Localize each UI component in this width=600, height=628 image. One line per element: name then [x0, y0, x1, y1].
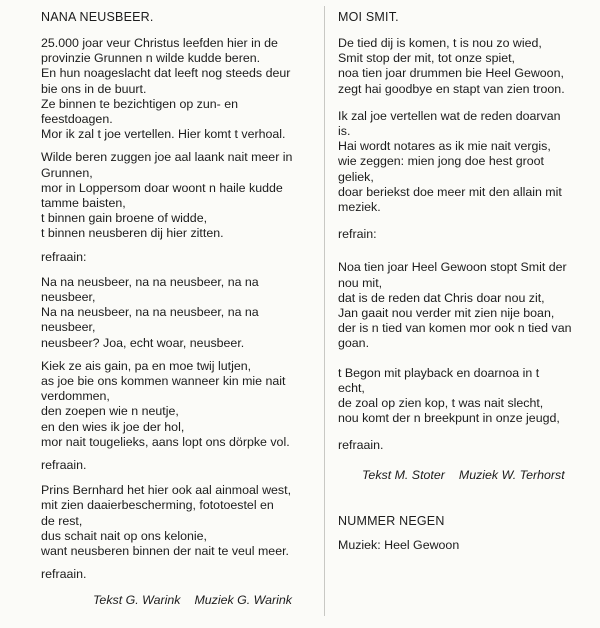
lyric-line: nou mit, — [338, 275, 383, 290]
lyric-line: bie ons in de buurt. — [41, 81, 147, 96]
lyric-line: goan. — [338, 336, 370, 351]
refrain-label: refraain. — [338, 438, 384, 453]
lyric-line: mor in Loppersom doar woont n haile kudde — [41, 180, 283, 195]
lyric-line: wie zeggen: mien jong doe hest groot — [338, 154, 544, 169]
verse — [41, 150, 321, 241]
lyric-line: zegt hai goodbye en stapt van zien troon. — [338, 81, 565, 96]
lyric-line: is. — [338, 124, 351, 139]
song-credits — [93, 593, 321, 607]
next-song-music-credit: Muziek: Heel Gewoon — [338, 537, 460, 552]
lyric-line: Smit stop der mit, tot onze spiet, — [338, 51, 515, 66]
lyric-line: geliek, — [338, 169, 374, 184]
refrain-label: refraain. — [41, 567, 87, 582]
song-title: MOI SMIT. — [338, 10, 399, 24]
lyric-line: tamme baisten, — [41, 196, 126, 211]
lyric-line: noa tien joar drummen bie Heel Gewoon, — [338, 66, 564, 81]
lyrics-credit: Tekst G. Warink — [93, 592, 181, 607]
verse — [338, 260, 596, 351]
lyric-line: mor nait tougelieks, aans lopt ons dörpke vol. — [41, 434, 290, 449]
verse — [41, 36, 321, 142]
lyric-line: mit zien daaierbescherming, fototoestel en — [41, 498, 274, 513]
lyric-line: en den wies ik joe der hol, — [41, 419, 185, 434]
lyric-line: dus schait nait op ons kelonie, — [41, 528, 208, 543]
refrain-label: refraain. — [41, 458, 87, 473]
lyric-line: Prins Bernhard het hier ook aal ainmoal west, — [41, 483, 292, 498]
lyric-line: t Begon mit playback en doarnoa in t — [338, 365, 540, 380]
lyric-line: Noa tien joar Heel Gewoon stopt Smit der — [338, 260, 567, 275]
lyric-line: Mor ik zal t joe vertellen. Hier komt t verhoal. — [41, 127, 286, 142]
lyric-line: Na na neusbeer, na na neusbeer, na na — [41, 274, 259, 289]
verse — [41, 359, 321, 450]
lyric-line: Ze binnen te bezichtigen op zun- en — [41, 96, 239, 111]
lyric-line: Na na neusbeer, na na neusbeer, na na — [41, 305, 259, 320]
lyric-line: neusbeer, — [41, 290, 96, 305]
song-moi-smit — [338, 10, 596, 561]
lyric-line: 25.000 joar veur Christus leefden hier in de — [41, 36, 278, 50]
lyric-line: nou komt der n breekpunt in onze jeugd, — [338, 411, 560, 426]
next-song-title: NUMMER NEGEN — [338, 513, 445, 528]
verse — [41, 483, 321, 559]
refrain-label: refrain: — [338, 227, 377, 242]
song-title: NANA NEUSBEER. — [41, 10, 154, 24]
lyric-line: den zoepen wie n neutje, — [41, 404, 179, 419]
lyric-line: neusbeer, — [41, 320, 96, 335]
verse — [338, 366, 596, 427]
lyric-line: Kiek ze ais gain, pa en moe twij lutjen, — [41, 358, 252, 373]
column-divider — [324, 6, 325, 616]
verse — [338, 36, 596, 97]
lyric-line: Ik zal joe vertellen wat de reden doarvan — [338, 108, 561, 123]
refrain-verse — [41, 275, 321, 351]
lyric-line: want neusberen binnen der nait te veul meer. — [41, 544, 289, 559]
music-credit: Muziek W. Terhorst — [458, 467, 565, 482]
lyric-line: De tied dij is komen, t is nou zo wied, — [338, 36, 542, 50]
lyric-line: Jan gaait nou verder mit zien nije boan, — [338, 306, 555, 321]
lyric-line: meziek. — [338, 200, 381, 215]
lyric-line: Grunnen, — [41, 165, 93, 180]
lyric-line: der is n tied van komen mor ook n tied van — [338, 321, 572, 336]
lyric-line: Wilde beren zuggen joe aal laank nait meer in — [41, 150, 293, 165]
music-credit: Muziek G. Warink — [194, 592, 292, 607]
lyric-line: Hai wordt notares as ik mie nait vergis, — [338, 139, 551, 154]
lyric-line: provinzie Grunnen n wilde kudde beren. — [41, 51, 261, 66]
song-credits — [362, 468, 596, 482]
verse — [338, 109, 596, 215]
lyric-line: t binnen neusberen dij hier zitten. — [41, 226, 224, 241]
lyric-line: echt, — [338, 380, 365, 395]
lyric-line: neusbeer? Joa, echt woar, neusbeer. — [41, 335, 245, 350]
lyric-line: dat is de reden dat Chris doar nou zit, — [338, 290, 545, 305]
refrain-label: refraain: — [41, 249, 87, 264]
lyric-line: de zoal op zien kop, t was nait slecht, — [338, 396, 544, 411]
song-nana-neusbeer — [41, 10, 321, 607]
lyric-line: as joe bie ons kommen wanneer kin mie nait — [41, 374, 286, 389]
lyric-line: verdommen, — [41, 389, 110, 404]
lyric-line: de rest, — [41, 513, 83, 528]
lyric-line: En hun noageslacht dat leeft nog steeds deur — [41, 66, 291, 81]
lyric-line: t binnen gain broene of widde, — [41, 211, 208, 226]
lyric-line: doar beriekst doe meer mit den allain mit — [338, 184, 562, 199]
lyric-line: feestdoagen. — [41, 112, 113, 127]
lyrics-credit: Tekst M. Stoter — [362, 467, 445, 482]
